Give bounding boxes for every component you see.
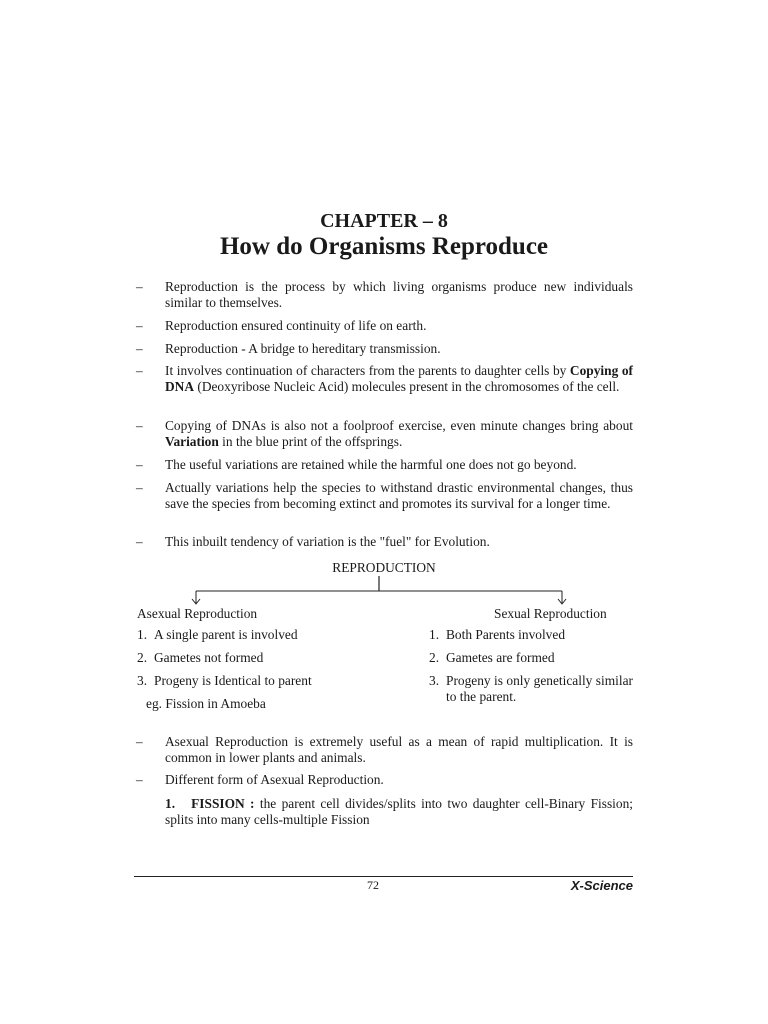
point-text: Different form of Asexual Reproduction. xyxy=(165,772,384,787)
point-text: Asexual Reproduction is extremely useful as a mean of rapid multiplication. It is common in lower plants and animals. xyxy=(165,734,633,765)
chapter-number: CHAPTER – 8 xyxy=(320,210,448,232)
point-text: Reproduction is the process by which living organisms produce new individuals similar to themselves. xyxy=(165,279,633,310)
item-text: Gametes are formed xyxy=(446,650,555,665)
bullet-dash: – xyxy=(136,318,143,333)
bold-term: Variation xyxy=(165,434,219,449)
item-text: Progeny is only genetically similar to the parent. xyxy=(446,673,633,704)
bullet-dash: – xyxy=(136,734,143,749)
item-number: 3. xyxy=(137,673,148,688)
item-text: A single parent is involved xyxy=(154,627,298,642)
reproduction-heading: REPRODUCTION xyxy=(332,560,436,575)
text-run: (Deoxyribose Nucleic Acid) molecules present in the chromosomes of the cell. xyxy=(194,379,620,394)
text-run: It involves continuation of characters from the parents to daughter cells by xyxy=(165,363,570,378)
item-text: Gametes not formed xyxy=(154,650,264,665)
chapter-title: How do Organisms Reproduce xyxy=(219,233,549,260)
item-text: Both Parents involved xyxy=(446,627,566,642)
fission-paragraph xyxy=(165,796,633,828)
bullet-dash: – xyxy=(136,457,143,472)
item-text: Progeny is Identical to parent xyxy=(154,673,312,688)
point-text: Reproduction ensured continuity of life on earth. xyxy=(165,318,427,333)
example-text: eg. Fission in Amoeba xyxy=(146,696,266,711)
text-run: Copying of DNAs is also not a foolproof exercise, even minute changes bring about xyxy=(165,418,633,433)
point-text xyxy=(165,363,633,395)
item-number: 3. xyxy=(429,673,440,688)
bullet-dash: – xyxy=(136,534,143,549)
fission-text: the parent cell divides/splits into two daughter cell-Binary Fission; splits into many cells-multiple Fission xyxy=(165,796,633,827)
footer-divider xyxy=(134,876,633,877)
bullet-dash: – xyxy=(136,363,143,378)
bullet-dash: – xyxy=(136,418,143,433)
point-text: The useful variations are retained while the harmful one does not go beyond. xyxy=(165,457,577,472)
bullet-dash: – xyxy=(136,341,143,356)
bold-term: Copying of DNA xyxy=(165,363,633,394)
point-text: Actually variations help the species to withstand drastic environmental changes, thus save the species from becoming extinct and promotes its survival for a longer time. xyxy=(165,480,633,511)
item-number: 2. xyxy=(429,650,440,665)
asexual-title: Asexual Reproduction xyxy=(137,606,258,621)
bullet-dash: – xyxy=(136,772,143,787)
sexual-title: Sexual Reproduction xyxy=(494,606,607,621)
fission-label: 1. FISSION : xyxy=(165,796,255,811)
bullet-dash: – xyxy=(136,480,143,495)
book-title: X-Science xyxy=(570,878,633,893)
tree-connector xyxy=(0,575,768,605)
item-number: 1. xyxy=(137,627,148,642)
point-text: Reproduction - A bridge to hereditary transmission. xyxy=(165,341,441,356)
page-number: 72 xyxy=(367,878,379,892)
bullet-dash: – xyxy=(136,279,143,294)
item-number: 1. xyxy=(429,627,440,642)
text-run: in the blue print of the offsprings. xyxy=(218,434,403,449)
point-text: This inbuilt tendency of variation is the "fuel" for Evolution. xyxy=(165,534,490,549)
item-number: 2. xyxy=(137,650,148,665)
point-text xyxy=(165,418,633,450)
